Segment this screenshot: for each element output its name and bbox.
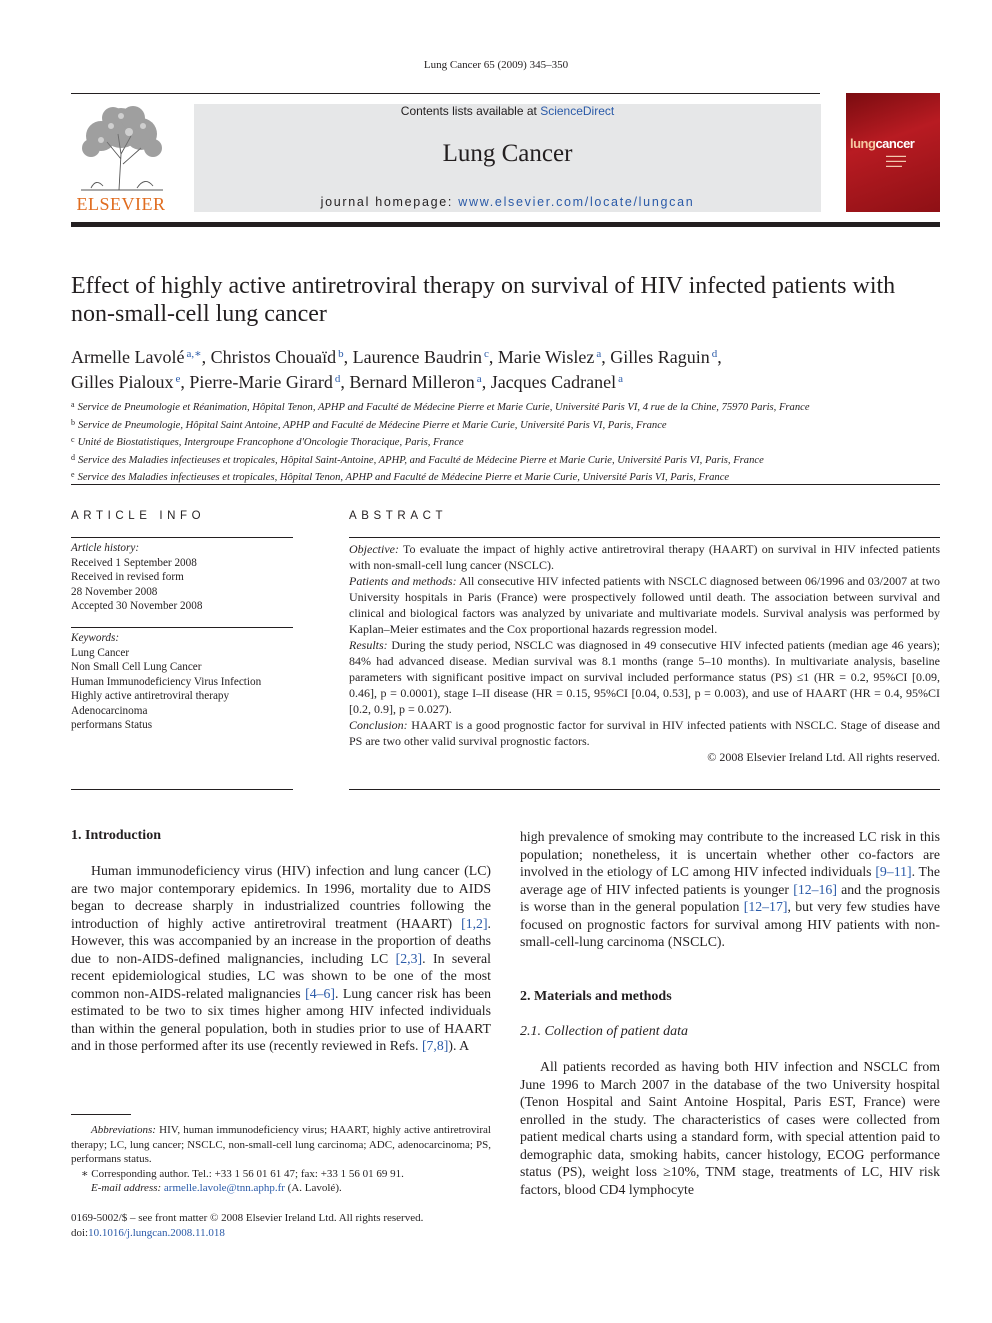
doi-line: doi:10.1016/j.lungcan.2008.11.018 [71, 1226, 225, 1239]
elsevier-wordmark: ELSEVIER [76, 194, 166, 214]
sciencedirect-link[interactable]: ScienceDirect [540, 104, 615, 118]
contents-line [194, 104, 821, 118]
abstract-methods: Patients and methods: All consecutive HIV infected patients with NSCLC diagnosed between 06/1996 and 03/2007 at two University hospitals in Paris (France) were prospectively followed until death. The association between survival and clinical and biological factors was analyzed by univariate and multivariate models. Survival analysis was performed by Kaplan–Meier estimates and the Cox proportional hazards regression model. [349, 574, 940, 636]
abstract-copyright: © 2008 Elsevier Ireland Ltd. All rights reserved. [707, 750, 940, 764]
citation-link[interactable]: [2,3] [395, 950, 423, 966]
intro-continued [520, 828, 940, 951]
keywords [71, 631, 293, 733]
citation-link[interactable]: [12–16] [793, 881, 837, 897]
journal-cover [846, 93, 940, 212]
article-info-end-rule [71, 789, 293, 790]
doi-link[interactable]: 10.1016/j.lungcan.2008.11.018 [88, 1226, 225, 1239]
author[interactable]: Laurence Baudrin $^c$ [352, 347, 489, 367]
keyword: Adenocarcinoma [71, 704, 148, 717]
history-label: Article history: [71, 542, 140, 554]
keyword: Lung Cancer [71, 646, 130, 659]
author[interactable]: Bernard Milleron $^a$ [349, 372, 482, 392]
masthead-rule [71, 222, 940, 227]
abstract-heading: ABSTRACT [349, 510, 448, 522]
history-line: 28 November 2008 [71, 585, 158, 598]
intro-paragraph: Human immunodeficiency virus (HIV) infection and lung cancer (LC) are two major contemporary epidemics. In 1996, mortality due to AIDS began to decrease sharply in industrialized countries following the introduction of highly active antiretroviral treatment (HAART) [1,2]. However, this was accompanied by an increase in the proportion of deaths due to non-AIDS-defined malignancies, including LC [2,3]. In several recent epidemiological studies, LC was shown to be one of the most common non-AIDS-related malignancies [4–6]. Lung cancer risk has been estimated to be two to six times higher among HIV infected individuals than within the general population, both in studies prior to use of HAART and in those performed after its use (recently reviewed in Refs. [7,8]). A [71, 863, 492, 1053]
contents-prefix: Contents lists available at [400, 104, 541, 118]
abstract-results: Results: During the study period, NSCLC was diagnosed in 49 consecutive HIV infected patients (median age 46 years); 84% had advanced disease. Median survival was 8.1 months (range 5–10 months). In multivariate analysis, baseline parameters with significant positive impact on survival included performance status (PS) ≤1 (HR = 0.2, 95%CI [0.09, 0.46], p = 0.0001), stage I–II disease (HR = 0.15, 95%CI [0.04, 0.53], p = 0.003), and use of HAART (HR = 0.4, 95%CI [0.2, 0.9], p = 0.027). [349, 638, 940, 716]
introduction-heading: 1. Introduction [71, 828, 161, 843]
abstract-objective: Objective: To evaluate the impact of highly active antiretroviral therapy (HAART) on survival in HIV infected patients with non-small-cell lung cancer (NSCLC). [349, 542, 940, 572]
author-list: Armelle Lavolé $^{a,∗}$, Christos Chouaïd $^b$, Laurence Baudrin $^c$, Marie Wislez $^a$, Gilles Raguin $^d$, Gilles Pialoux $^e$, Pierre-Marie Girard $^d$, Bernard Milleron $^a$, Jacques Cadranel $^a$ [71, 347, 722, 392]
elsevier-logo [71, 104, 171, 214]
cover-word-a: lung [850, 136, 876, 151]
methods-paragraph: All patients recorded as having both HIV infection and NSCLC from June 1996 to March 2007 in the database of the two University hospital (Tenon Hospital and Saint Antoine Hospital, Paris EST, France) were enrolled in the study. The characteristics of cases were collected from patient medical charts using a standard form, with special attention paid to demographic data, smoking habits, cancer histology, ECOG performance status (PS), weight loss ≥10%, TNM stage, treatments of LC, HIV risk factors, blood CD4 lymphocyte [520, 1059, 940, 1197]
history-line: Received 1 September 2008 [71, 556, 197, 569]
email-footnote: E-mail address: armelle.lavole@tnn.aphp.fr (A. Lavolé). [91, 1182, 342, 1194]
footnotes [71, 1123, 491, 1196]
article-title: Effect of highly active antiretroviral therapy on survival of HIV infected patients with non-small-cell lung cancer [71, 273, 896, 327]
author[interactable]: Jacques Cadranel $^a$ [490, 372, 624, 392]
article-info-rule [71, 537, 293, 538]
cover-word-b: cancer [875, 136, 915, 151]
citation-link[interactable]: [4–6] [305, 985, 335, 1001]
affiliations [71, 398, 940, 486]
author[interactable]: Gilles Raguin $^d$ [610, 347, 718, 367]
citation-link[interactable]: [9–11] [875, 864, 912, 879]
affiliation-rule [71, 484, 940, 485]
keywords-label: Keywords: [71, 632, 120, 644]
affiliation: $^b$ Service de Pneumologie, Hôpital Saint Antoine, APHP and Faculté de Médecine Pierre et Marie Curie, Université Paris VI, Paris, France [71, 417, 667, 431]
introduction-body [71, 862, 491, 1055]
methods-body [520, 1058, 940, 1198]
header-rule [71, 93, 820, 94]
keywords-rule [71, 627, 293, 628]
citation-link[interactable]: [1,2] [461, 915, 488, 931]
abstract-body [349, 541, 940, 765]
homepage-link[interactable]: www.elsevier.com/locate/lungcan [458, 195, 695, 209]
affiliation: $^a$ Service de Pneumologie et Réanimation, Hôpital Tenon, APHP and Faculté de Médecine Pierre et Marie Curie, Université Paris VI, 4 rue de la Chine, 75970 Paris, France [71, 400, 810, 413]
methods-subheading: 2.1. Collection of patient data [520, 1024, 688, 1039]
cover-subtitle-lines: ▬▬▬▬▬ ▬▬▬▬▬ ▬▬▬▬ [886, 153, 906, 168]
homepage-line [194, 195, 821, 209]
journal-reference: Lung Cancer 65 (2009) 345–350 [423, 59, 569, 71]
elsevier-tree-icon [71, 104, 171, 192]
affiliation: $^c$ Unité de Biostatistiques, Intergroupe Francophone d'Oncologie Thoracique, Paris, France [71, 435, 464, 449]
journal-title: Lung Cancer [442, 140, 573, 167]
affiliation: $^e$ Service des Maladies infectieuses et tropicales, Hôpital Tenon, APHP and Faculté de Médecine Pierre et Marie Curie, Université Paris VI, Paris, France [71, 470, 730, 484]
author[interactable]: Armelle Lavolé $^{a,∗}$ [71, 347, 202, 367]
citation-link[interactable]: [7,8] [421, 1038, 449, 1053]
article-history [71, 541, 293, 614]
keyword: Human Immunodeficiency Virus Infection [71, 675, 262, 688]
author[interactable]: Gilles Pialoux $^e$ [71, 372, 181, 392]
history-line: Received in revised form [71, 571, 184, 583]
affiliation: $^d$ Service des Maladies infectieuses et tropicales, Hôpital Saint-Antoine, APHP, and Faculté de Médecine Pierre et Marie Curie, Université Paris VI, Paris, France [71, 452, 764, 466]
abstract-rule [349, 537, 940, 538]
intro-paragraph: high prevalence of smoking may contribute to the increased LC risk in this population; nonetheless, it is uncertain whether other co-factors are involved in the etiology of LC among HIV infected individuals [9–11]. The average age of HIV infected patients is younger [12–16] and the prognosis is worse than in the general population [12–17], but very few studies have focused on prognostic factors for survival among HIV patients with non-small-cell-lung carcinoma (NSCLC). [520, 829, 940, 949]
author[interactable]: Christos Chouaïd $^b$ [210, 347, 344, 367]
abstract-conclusion: Conclusion: HAART is a good prognostic factor for survival in HIV infected patients with NSCLC. Stage of disease and PS are two other valid survival prognostic factors. [349, 718, 940, 748]
abstract-end-rule [349, 789, 940, 790]
homepage-prefix: journal homepage: [320, 195, 459, 209]
citation-link[interactable]: [12–17] [743, 899, 788, 914]
front-matter [71, 1211, 511, 1240]
methods-heading: 2. Materials and methods [520, 989, 672, 1004]
keyword: Non Small Cell Lung Cancer [71, 661, 202, 673]
abbreviations-footnote: Abbreviations: HIV, human immunodeficiency virus; HAART, highly active antiretroviral therapy; LC, lung cancer; NSCLC, non-small-cell lung carcinoma; ADC, adenocarcinoma; PS, performans status. [71, 1124, 491, 1165]
cover-title [850, 136, 914, 151]
keyword: performans Status [71, 719, 153, 731]
history-line: Accepted 30 November 2008 [71, 600, 203, 612]
article-info-heading: ARTICLE INFO [71, 510, 206, 522]
email-link[interactable]: armelle.lavole@tnn.aphp.fr [163, 1182, 285, 1194]
keyword: Highly active antiretroviral therapy [71, 690, 230, 702]
author[interactable]: Marie Wislez $^a$ [497, 347, 602, 367]
footnote-rule [71, 1114, 131, 1115]
author[interactable]: Pierre-Marie Girard $^d$ [189, 372, 341, 392]
issn-line: 0169-5002/$ – see front matter © 2008 Elsevier Ireland Ltd. All rights reserved. [71, 1212, 424, 1224]
corresponding-author-footnote: ∗ Corresponding author. Tel.: +33 1 56 01 61 47; fax: +33 1 56 01 69 91. [81, 1167, 404, 1180]
